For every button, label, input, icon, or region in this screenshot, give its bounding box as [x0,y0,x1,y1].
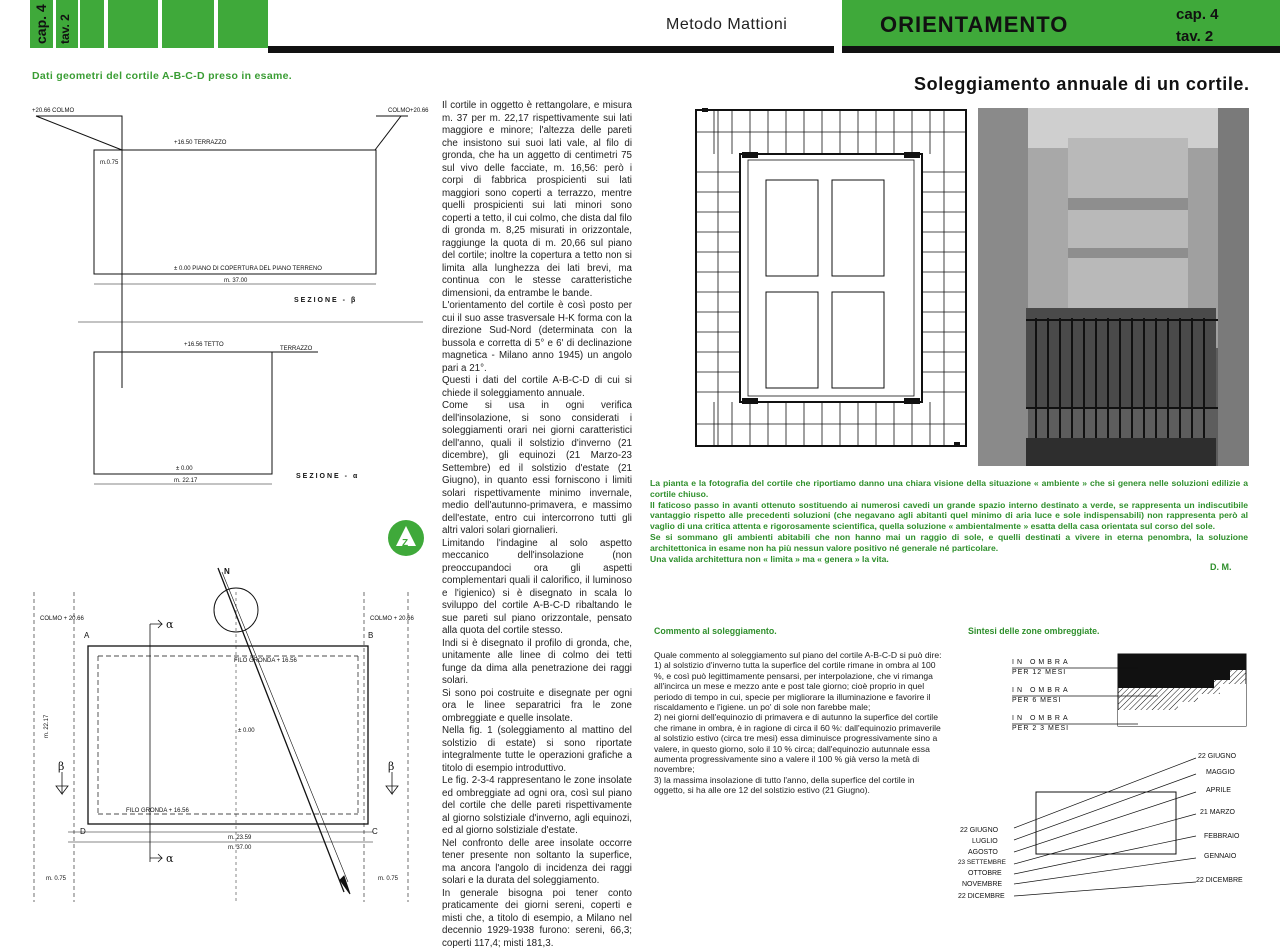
label-m2359: m. 23.59 [228,835,252,841]
alpha-bottom: α [166,852,174,865]
label-m075-left: m. 0.75 [46,876,67,882]
month-left: 22 GIUGNO [960,827,999,834]
label-colmo-plan-right: COLMO + 20.66 [370,616,415,622]
body-paragraph: L'orientamento del cortile è così posto per cui il suo asse trasversale H-K forma con la direzione Sud-Nord (determinata con la bussola e corretta di 5° e 6' di declinazione magnetica - Milano anno 1945) un angolo pari a 21°. [442,300,632,375]
label-m2217-vertical: m. 22.17 [44,714,50,738]
label-zero-plan: ± 0.00 [238,728,255,734]
orientation-logo [386,518,426,558]
month-right: APRILE [1206,787,1231,794]
shade-legend-l2: PER 6 MESI [1012,697,1061,704]
header-method: Metodo Mattioni [666,16,787,34]
header-rule-left [268,46,834,53]
body-paragraph: Nella fig. 1 (soleggiamento al mattino del solstizio di estate) si sono riportate integralmente tutte le operazioni grafiche a titolo di esempio introduttivo. [442,725,632,775]
floor-plan-image [694,108,968,448]
month-diagram [958,746,1258,906]
label-colmo-plan-left: COLMO + 20.66 [40,616,85,622]
comment-paragraph: 3) la massima insolazione di tutto l'anno, della superfice del cortile in oggetto, si ha alle ore 12 del solstizio estivo (21 Giugno). [654,775,946,796]
corner-A: A [84,631,90,640]
caption-paragraph: Se si sommano gli ambienti abitabili che non hanno mai un raggio di sole, e quelli destinati a vivere in eterna penombra, la soluzione architettonica in esame non ha più nessun valore positivo né generale né particolare. [650,532,1248,554]
body-text-column [442,100,632,950]
header-left-cap: cap. 4 [33,4,49,44]
comment-paragraph: 1) al solstizio d'inverno tutta la superfice del cortile rimane in ombra al 100 %, e così può legittimamente pensarsi, per interpolazione, che vi rimanga all'incirca un mese e mezzo ante e post tale giorno; cioè proprio in quel periodo di tempo in cui, specie per migliorare la illuminazione e favorire il riscaldamento e l'igiene. un po' di sole non farebbe male; [654,660,946,712]
label-terrazzo-2: TERRAZZO [280,346,313,352]
corner-C: C [372,827,378,836]
page-title: Soleggiamento annuale di un cortile. [914,74,1250,95]
month-right: 22 DICEMBRE [1196,877,1243,884]
header-green-stripe [108,0,158,48]
corner-D: D [80,827,86,836]
header-rule-right [842,46,1280,53]
shade-legend-l1: IN OMBRA [1012,715,1071,722]
section-beta-rect [94,150,376,274]
label-filo-gronda-bottom: FILO GRONDA + 16.56 [126,808,190,814]
body-paragraph: Questi i dati del cortile A-B-C-D di cui si chiede il soleggiamento annuale. [442,375,632,400]
logo-letter: Z [402,538,408,549]
comment-paragraph: 2) nei giorni dell'equinozio di primavera e di autunno la superfice del cortile che rimane in ombra, è in ragione di circa il 60 %: dall'equinozio primaverile al solstizio estivo (circa tre mesi) essa diminuisce progressivamente sino a valere, in questo giorno, solo il 10 % circa; dall'equinozio autunnale essa aumenta progressivamente sino a valere il 100 % già verso la metà di novembre; [654,712,946,774]
photo-caption [650,478,1248,564]
comment-text [654,650,946,796]
header-green-stripe [218,0,268,48]
label-m3700: m. 37.00 [228,845,252,851]
beta-right: β [388,760,394,773]
body-paragraph: Le fig. 2-3-4 rappresentano le zone insolate ed ombreggiate ad ogni ora, così sul piano del cortile che delle pareti rispettivamente al giorno solstiziale d'inverno, agli equinozi, ed al giorno solstiziale d'estate. [442,775,632,838]
header-right-cap: cap. 4 [1176,6,1219,23]
label-zero-alpha: ± 0.00 [176,466,193,472]
label-tetto: +16.56 TETTO [184,342,224,348]
caption-paragraph: Una valida architettura non « limita » ma « genera » la vita. [650,554,1248,565]
body-paragraph: Come si usa in ogni verifica dell'insolazione, si sono considerati i soleggiamenti orari nei giorni caratteristici dell'anno, quali il solstizio d'inverno (21 dicembre), gli equinozi (21 Marzo-23 Settembre) ed il solstizio d'estate (21 Giugno), in quanto essi forniscono i limiti solari rispettivamente minimo invernale, medio dell'autunno-primavera, e massimo dell'estate, entro cui intercorrono tutti gli altri valori solari giornalieri. [442,400,632,538]
shade-legend-l1: IN OMBRA [1012,687,1071,694]
signature: D. M. [1210,562,1232,572]
month-left: 23 SETTEMBRE [958,859,1006,866]
shade-legend-l2: PER 2 3 MESI [1012,725,1069,730]
header-left-tav: tav. 2 [58,14,72,44]
sections-drawing [28,100,438,520]
comment-paragraph: Quale commento al soleggiamento sul piano del cortile A-B-C-D si può dire: [654,650,946,660]
body-paragraph: Indi si è disegnato il profilo di gronda, che, unitamente alle linee di colmo dei tetti funge da dima alla penetrazione dei raggi solari. [442,638,632,688]
month-left: OTTOBRE [968,870,1002,877]
month-left: LUGLIO [972,838,998,845]
body-paragraph: Si sono poi costruite e disegnate per ogni ora le linee separatrici fra le zone ombreggiate e quelle insolate. [442,688,632,726]
beta-left-wall [36,116,122,388]
body-paragraph: Nel confronto delle aree insolate occorre tener presente non soltanto la superfice, ma ancora l'angolo di incidenza dei raggi solari e la durata del soleggiamento. [442,838,632,888]
caption-paragraph: La pianta e la fotografia del cortile che riportiamo danno una chiara visione della situazione « ambiente » che si genera nelle soluzioni edilizie a cortile chiuso. [650,478,1248,500]
left-section-title: Dati geometri del cortile A-B-C-D preso in esame. [32,70,292,82]
label-piano: ± 0.00 PIANO DI COPERTURA DEL PIANO TERRENO [174,266,322,272]
alpha-top: α [166,618,174,631]
month-right: MAGGIO [1206,769,1235,776]
label-sezione-beta: SEZIONE - β [294,297,357,304]
month-left: NOVEMBRE [962,881,1002,888]
plan-drawing [28,562,438,912]
page-header [0,0,1280,56]
label-dim-2217: m. 22.17 [174,478,198,484]
shade-synthesis-diagram [1008,650,1250,730]
header-right-tav: tav. 2 [1176,28,1213,45]
month-right: FEBBRAIO [1204,833,1240,840]
body-paragraph: Limitando l'indagine al solo aspetto meccanico dell'insolazione (non preoccupandoci ora gli aspetti complementari quali il calorifico, il luminoso e l'igienico) si è disegnato in scala lo sviluppo del cortile A-B-C-D ribaltando le sue pareti sul piano orizzontale, pensato alla quota del cortile stesso. [442,538,632,638]
label-colmo-right: COLMO+20.66 [388,108,429,114]
body-paragraph: In generale bisogna poi tener conto praticamente dei giorni sereni, coperti e misti che, a titolo di esempio, a Milano nel decennio 1929-1938 furono: sereni, 66,3; coperti 117,4; misti 181,3. [442,888,632,950]
header-green-stripe [162,0,214,48]
caption-paragraph: Il faticoso passo in avanti ottenuto sostituendo ai numerosi cavedi un grande spazio interno destinato a verde, se rappresenta un indiscutibile vantaggio rispetto alle precedenti soluzioni (che negavano agli abitanti quel minimo di aria luce e sole indispensabili) non rappresenta però al vaglio di una critica attenta e rigorosamente scientifica, quella soluzione « ambientalmente » esatta della casa orientata sul corso del sole. [650,500,1248,532]
section-alpha-rect [94,352,272,474]
synthesis-title: Sintesi delle zone ombreggiate. [968,626,1100,636]
beta-left: β [58,760,64,773]
north-letter: N [224,567,230,576]
label-terrazzo-1: +16.50 TERRAZZO [174,140,227,146]
comment-title: Commento al soleggiamento. [654,626,777,636]
month-right: 21 MARZO [1200,809,1236,816]
label-filo-gronda-top: FILO GRONDA + 16.56 [234,658,298,664]
month-left: 22 DICEMBRE [958,893,1005,900]
label-m075-right: m. 0.75 [378,876,399,882]
label-colmo-left: +20.66 COLMO [32,108,75,114]
body-paragraph: Il cortile in oggetto è rettangolare, e misura m. 37 per m. 22,17 rispettivamente sui lati maggiore e minore; l'altezza delle pareti che insistono sui suoi lati vale, al filo di gronda, che ha un aggetto di centimetri 75 sul vivo delle facciate, m. 16,56: però i corpi di fabbrica prospicienti sui lati maggiori sono coperti a terrazzo, mentre quelli prospicienti sui lati minori sono coperti a tetto, il cui colmo, che dista dal filo di gronda m. 8,25 misurati in orizzontale, raggiunge la quota di m. 20,66 sul piano del cortile; inoltre la copertura a tetto non si limita alla lunghezza dei lati brevi, ma continua con le stesse caratteristiche dimensioni, da entrambe le bande. [442,100,632,300]
shade-legend-l2: PER 12 MESI [1012,669,1066,676]
courtyard-photo [978,108,1249,466]
month-left: AGOSTO [968,849,998,856]
label-sezione-alpha: SEZIONE - α [296,473,359,480]
month-right: 22 GIUGNO [1198,753,1237,760]
header-section: ORIENTAMENTO [880,12,1068,38]
courtyard-outline [88,646,368,824]
month-right: GENNAIO [1204,853,1237,860]
header-green-stripe [80,0,104,48]
corner-B: B [368,631,373,640]
shade-legend-l1: IN OMBRA [1012,659,1071,666]
label-dim-37: m. 37.00 [224,278,248,284]
label-075: m.0.75 [100,160,119,166]
